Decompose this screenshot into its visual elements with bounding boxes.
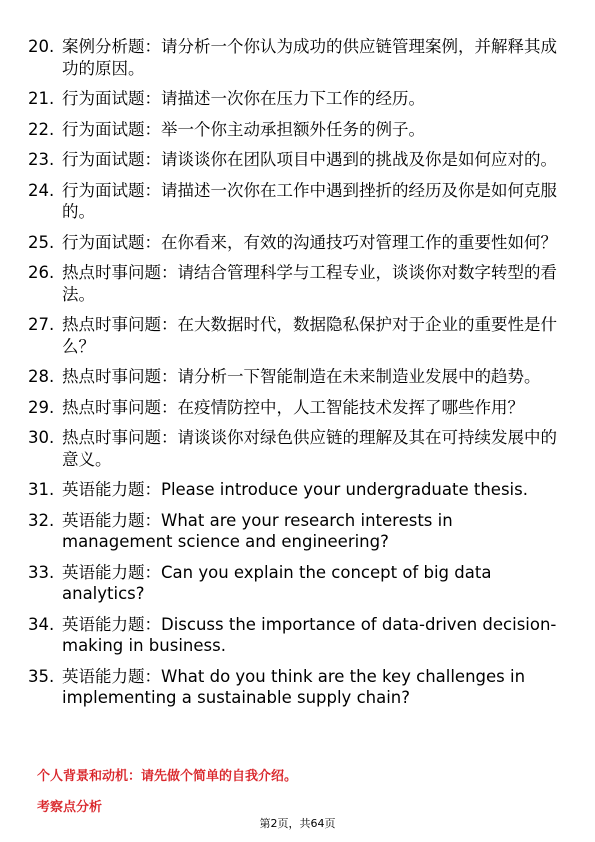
question-number: 28. — [28, 367, 55, 386]
question-text: 行为面试题：请描述一次你在压力下工作的经历。 — [62, 89, 425, 108]
question-text: 热点时事问题：在疫情防控中，人工智能技术发挥了哪些作用？ — [62, 397, 524, 417]
question-text: 英语能力题：Please introduce your undergraduate thesis. — [62, 480, 528, 499]
question-number: 21. — [28, 89, 55, 108]
question-item — [0, 262, 562, 305]
question-item — [0, 180, 562, 223]
question-list — [0, 36, 595, 718]
question-item — [0, 397, 562, 419]
question-item — [0, 119, 562, 141]
question-text: 热点时事问题：请结合管理科学与工程专业，谈谈你对数字转型的看法。 — [62, 263, 557, 304]
page-footer: 第2页，共64页 — [259, 817, 336, 830]
question-number: 33. — [28, 562, 55, 582]
question-item — [0, 149, 562, 171]
question-number: 22. — [28, 119, 55, 139]
question-number: 23. — [28, 150, 55, 169]
question-number: 20. — [28, 37, 55, 56]
question-text: 行为面试题：在你看来，有效的沟通技巧对管理工作的重要性如何？ — [62, 232, 557, 252]
sub-heading: 考察点分析 — [37, 800, 103, 815]
question-text: 热点时事问题：请谈谈你对绿色供应链的理解及其在可持续发展中的意义。 — [62, 428, 557, 469]
question-item — [0, 479, 562, 501]
question-text: 行为面试题：举一个你主动承担额外任务的例子。 — [62, 119, 425, 139]
question-number: 31. — [28, 480, 55, 499]
question-item — [0, 562, 562, 605]
question-text: 案例分析题：请分析一个你认为成功的供应链管理案例，并解释其成功的原因。 — [62, 37, 557, 78]
question-number: 30. — [28, 428, 55, 447]
question-item — [0, 232, 562, 254]
question-text: 英语能力题：Can you explain the concept of big data analytics? — [62, 562, 492, 603]
question-number: 24. — [28, 180, 55, 200]
question-number: 34. — [28, 614, 55, 634]
question-text: 行为面试题：请描述一次你在工作中遇到挫折的经历及你是如何克服的。 — [62, 180, 557, 221]
question-number: 32. — [28, 510, 55, 530]
question-number: 26. — [28, 263, 55, 282]
question-number: 35. — [28, 666, 55, 686]
question-item — [0, 427, 562, 470]
question-item — [0, 614, 562, 657]
section-heading: 个人背景和动机：请先做个简单的自我介绍。 — [37, 769, 298, 784]
question-item — [0, 366, 562, 388]
question-text: 行为面试题：请谈谈你在团队项目中遇到的挑战及你是如何应对的。 — [62, 150, 557, 169]
question-item — [0, 88, 562, 110]
question-text: 英语能力题：What are your research interests in management science and engineering? — [62, 510, 453, 551]
question-number: 29. — [28, 397, 55, 417]
question-item — [0, 510, 562, 553]
question-text: 英语能力题：Discuss the importance of data-driven decision-making in business. — [62, 614, 557, 655]
question-text: 热点时事问题：请分析一下智能制造在未来制造业发展中的趋势。 — [62, 367, 541, 386]
question-text: 热点时事问题：在大数据时代，数据隐私保护对于企业的重要性是什么？ — [62, 315, 557, 356]
question-number: 25. — [28, 232, 55, 252]
question-text: 英语能力题：What do you think are the key challenges in implementing a sustainable supply chain? — [62, 666, 526, 707]
question-number: 27. — [28, 315, 55, 334]
question-item — [0, 666, 562, 709]
question-item — [0, 314, 562, 357]
question-item — [0, 36, 562, 79]
